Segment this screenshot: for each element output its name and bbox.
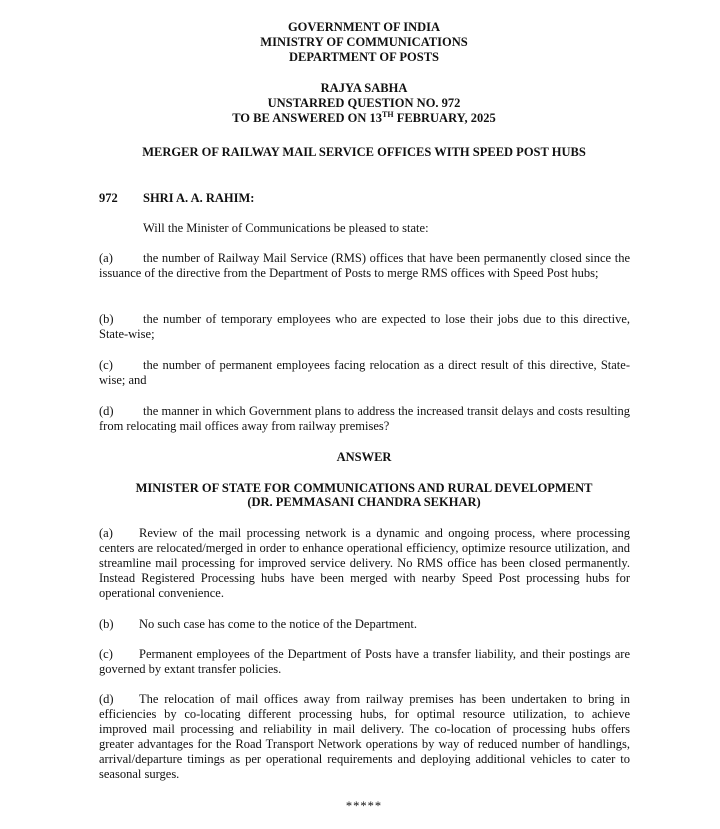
question-part-b [99,312,630,342]
part-label: (d) [99,404,114,418]
header-department: DEPARTMENT OF POSTS [288,50,440,64]
part-text: Permanent employees of the Department of Posts have a transfer liability, and their postings are governed by extant transfer policies. [99,647,630,676]
question-intro: Will the Minister of Communications be pleased to state: [143,221,429,235]
part-text: the number of Railway Mail Service (RMS) offices that have been permanently closed since the issuance of the directive from the Department of Posts to merge RMS offices with Speed Post hubs; [99,251,630,280]
house-name: RAJYA SABHA [320,81,408,95]
part-label: (b) [99,617,114,631]
part-label: (c) [99,358,113,372]
question-num: 972 [99,191,118,205]
header-government: GOVERNMENT OF INDIA [287,20,441,34]
answer-date-prefix: TO BE ANSWERED ON 13 [232,111,382,125]
answer-part-b [99,617,630,632]
part-text: No such case has come to the notice of the Department. [139,617,418,631]
header-ministry: MINISTRY OF COMMUNICATIONS [260,35,468,49]
answer-date [0,111,720,126]
part-label: (c) [99,647,113,661]
minister-name: (DR. PEMMASANI CHANDRA SEKHAR) [247,495,481,509]
part-label: (b) [99,312,114,326]
member-name: SHRI A. A. RAHIM: [143,191,255,205]
part-label: (d) [99,692,114,706]
answer-part-a [99,526,630,601]
part-text: The relocation of mail offices away from railway premises has been undertaken to bring in efficiencies by co-locating different processing hubs, for optimal resource utilization, to achieve improved mail processing and reliability in mail delivery. The co-location of processing hubs offers greater advantages for the Road Transport Network operations by way of reduced number of handlings, arrival/departure timings as per operational requirements and deploying additional vehicles to cater to seasonal surges. [99,692,630,781]
question-number: UNSTARRED QUESTION NO. 972 [267,96,461,110]
part-text: the manner in which Government plans to address the increased transit delays and costs resulting from relocating mail offices away from railway premises? [99,404,630,433]
question-part-a [99,251,630,281]
answer-date-superscript: TH [382,110,394,119]
question-part-d [99,404,630,434]
answer-date-suffix: FEBRUARY, 2025 [393,111,496,125]
part-label: (a) [99,526,113,540]
end-mark: ***** [345,799,383,813]
answer-heading: ANSWER [336,450,392,464]
answer-part-d [99,692,630,782]
part-text: the number of temporary employees who are expected to lose their jobs due to this directive, State-wise; [99,312,630,341]
minister-title: MINISTER OF STATE FOR COMMUNICATIONS AND RURAL DEVELOPMENT [135,481,593,495]
part-text: Review of the mail processing network is a dynamic and ongoing process, where processing centers are relocated/merged in order to enhance operational efficiency, optimize resource utilization, and streamline mail processing for improved service delivery. No RMS office has been closed permanently. Instead Registered Processing hubs have been merged with nearby Speed Post processing hubs for operational convenience. [99,526,630,600]
subject-title: MERGER OF RAILWAY MAIL SERVICE OFFICES WITH SPEED POST HUBS [142,145,586,159]
question-part-c [99,358,630,388]
part-text: the number of permanent employees facing relocation as a direct result of this directive, State-wise; and [99,358,630,387]
part-label: (a) [99,251,113,265]
answer-part-c [99,647,630,677]
